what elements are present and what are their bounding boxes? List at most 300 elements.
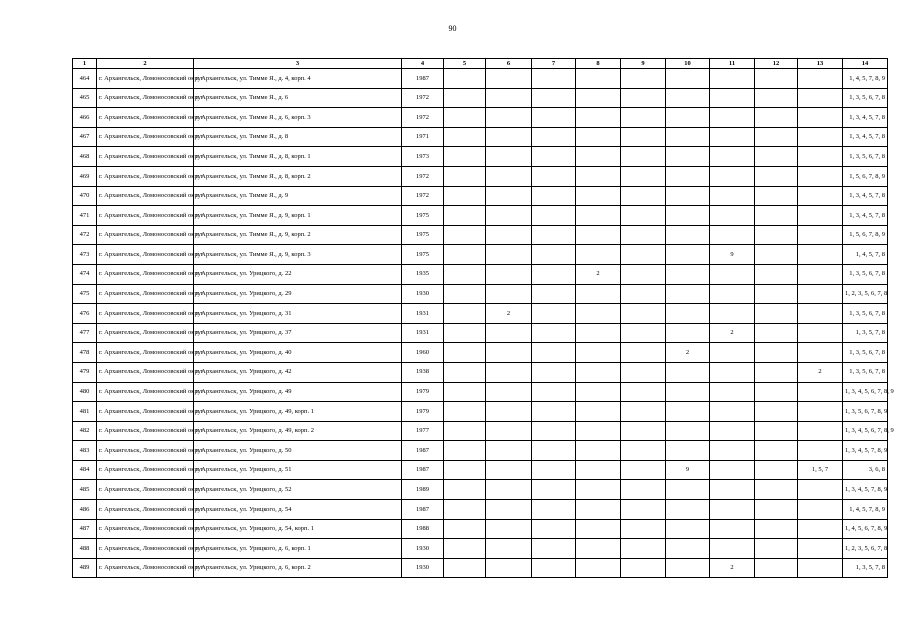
- column-12-cell: [755, 402, 798, 422]
- column-9-cell: [621, 284, 666, 304]
- column-10-cell: [666, 480, 710, 500]
- column-14-cell: 1, 3, 4, 5, 7, 8: [843, 108, 888, 128]
- row-number: 474: [73, 264, 97, 284]
- table-row: [73, 147, 888, 167]
- column-13-cell: [798, 323, 843, 343]
- column-6-cell: [486, 402, 532, 422]
- column-7-cell: [532, 343, 576, 363]
- district-cell: г. Архангельск, Ломоносовский округ: [97, 558, 194, 578]
- address-cell: г. Архангельск, ул. Тимме Я., д. 8, корп. 2: [194, 166, 402, 186]
- column-8-cell: [576, 225, 621, 245]
- column-header-3: 3: [194, 59, 402, 69]
- year-cell: 1931: [402, 323, 444, 343]
- district-cell: г. Архангельск, Ломоносовский округ: [97, 264, 194, 284]
- table-row: [73, 558, 888, 578]
- column-13-cell: [798, 147, 843, 167]
- district-cell: г. Архангельск, Ломоносовский округ: [97, 421, 194, 441]
- column-7-cell: [532, 460, 576, 480]
- column-13-cell: [798, 382, 843, 402]
- column-5-cell: [444, 421, 486, 441]
- column-13-cell: [798, 264, 843, 284]
- column-13-cell: [798, 225, 843, 245]
- row-number: 480: [73, 382, 97, 402]
- address-cell: г. Архангельск, ул. Тимме Я., д. 8, корп. 1: [194, 147, 402, 167]
- column-13-cell: [798, 519, 843, 539]
- column-5-cell: [444, 343, 486, 363]
- column-6-cell: [486, 127, 532, 147]
- column-5-cell: [444, 402, 486, 422]
- column-11-cell: [710, 88, 755, 108]
- column-14-cell: 1, 3, 5, 7, 8: [843, 323, 888, 343]
- column-8-cell: [576, 304, 621, 324]
- column-11-cell: 2: [710, 558, 755, 578]
- column-6-cell: [486, 186, 532, 206]
- column-8-cell: [576, 108, 621, 128]
- table-row: [73, 343, 888, 363]
- column-14-cell: 1, 3, 5, 6, 7, 8: [843, 362, 888, 382]
- column-6-cell: [486, 558, 532, 578]
- column-13-cell: [798, 558, 843, 578]
- year-cell: 1971: [402, 127, 444, 147]
- column-8-cell: [576, 539, 621, 559]
- year-cell: 1979: [402, 382, 444, 402]
- address-cell: г. Архангельск, ул. Урицкого, д. 51: [194, 460, 402, 480]
- table-row: [73, 304, 888, 324]
- column-7-cell: [532, 284, 576, 304]
- column-10-cell: 2: [666, 343, 710, 363]
- row-number: 468: [73, 147, 97, 167]
- column-12-cell: [755, 421, 798, 441]
- year-cell: 1972: [402, 108, 444, 128]
- year-cell: 1938: [402, 362, 444, 382]
- row-number: 466: [73, 108, 97, 128]
- column-8-cell: [576, 186, 621, 206]
- row-number: 473: [73, 245, 97, 265]
- district-cell: г. Архангельск, Ломоносовский округ: [97, 402, 194, 422]
- district-cell: г. Архангельск, Ломоносовский округ: [97, 225, 194, 245]
- column-7-cell: [532, 108, 576, 128]
- column-7-cell: [532, 147, 576, 167]
- row-number: 489: [73, 558, 97, 578]
- column-10-cell: [666, 402, 710, 422]
- row-number: 465: [73, 88, 97, 108]
- column-7-cell: [532, 362, 576, 382]
- column-10-cell: [666, 304, 710, 324]
- column-9-cell: [621, 421, 666, 441]
- column-11-cell: [710, 206, 755, 226]
- column-6-cell: [486, 519, 532, 539]
- column-9-cell: [621, 225, 666, 245]
- column-5-cell: [444, 186, 486, 206]
- column-10-cell: [666, 323, 710, 343]
- district-cell: г. Архангельск, Ломоносовский округ: [97, 127, 194, 147]
- address-cell: г. Архангельск, ул. Урицкого, д. 6, корп. 2: [194, 558, 402, 578]
- column-8-cell: [576, 166, 621, 186]
- column-5-cell: [444, 284, 486, 304]
- column-7-cell: [532, 166, 576, 186]
- column-9-cell: [621, 539, 666, 559]
- row-number: 475: [73, 284, 97, 304]
- column-12-cell: [755, 225, 798, 245]
- column-header-9: 9: [621, 59, 666, 69]
- column-13-cell: [798, 206, 843, 226]
- column-9-cell: [621, 362, 666, 382]
- address-cell: г. Архангельск, ул. Урицкого, д. 37: [194, 323, 402, 343]
- column-10-cell: [666, 69, 710, 89]
- district-cell: г. Архангельск, Ломоносовский округ: [97, 108, 194, 128]
- column-8-cell: [576, 69, 621, 89]
- column-5-cell: [444, 441, 486, 461]
- column-13-cell: [798, 186, 843, 206]
- column-14-cell: 1, 3, 5, 6, 7, 8, 9: [843, 402, 888, 422]
- row-number: 487: [73, 519, 97, 539]
- column-5-cell: [444, 69, 486, 89]
- column-5-cell: [444, 382, 486, 402]
- year-cell: 1975: [402, 206, 444, 226]
- district-cell: г. Архангельск, Ломоносовский округ: [97, 539, 194, 559]
- column-8-cell: [576, 460, 621, 480]
- column-11-cell: [710, 539, 755, 559]
- column-8-cell: [576, 480, 621, 500]
- column-header-14: 14: [843, 59, 888, 69]
- district-cell: г. Архангельск, Ломоносовский округ: [97, 382, 194, 402]
- column-9-cell: [621, 147, 666, 167]
- table-row: [73, 284, 888, 304]
- column-11-cell: [710, 127, 755, 147]
- column-6-cell: [486, 225, 532, 245]
- column-11-cell: [710, 186, 755, 206]
- column-8-cell: [576, 421, 621, 441]
- column-5-cell: [444, 88, 486, 108]
- column-header-8: 8: [576, 59, 621, 69]
- column-10-cell: [666, 500, 710, 520]
- column-8-cell: 2: [576, 264, 621, 284]
- column-14-cell: 1, 3, 4, 5, 7, 8: [843, 186, 888, 206]
- column-11-cell: [710, 225, 755, 245]
- column-7-cell: [532, 402, 576, 422]
- column-header-7: 7: [532, 59, 576, 69]
- column-14-cell: 1, 3, 5, 6, 7, 8: [843, 304, 888, 324]
- column-12-cell: [755, 186, 798, 206]
- column-6-cell: [486, 382, 532, 402]
- column-10-cell: [666, 421, 710, 441]
- table-row: [73, 402, 888, 422]
- district-cell: г. Архангельск, Ломоносовский округ: [97, 69, 194, 89]
- column-6-cell: [486, 343, 532, 363]
- column-10-cell: [666, 166, 710, 186]
- column-10-cell: [666, 108, 710, 128]
- column-13-cell: [798, 69, 843, 89]
- address-cell: г. Архангельск, ул. Тимме Я., д. 9, корп. 1: [194, 206, 402, 226]
- column-9-cell: [621, 343, 666, 363]
- column-12-cell: [755, 108, 798, 128]
- year-cell: 1987: [402, 460, 444, 480]
- district-cell: г. Архангельск, Ломоносовский округ: [97, 147, 194, 167]
- column-8-cell: [576, 519, 621, 539]
- column-9-cell: [621, 323, 666, 343]
- address-cell: г. Архангельск, ул. Тимме Я., д. 9, корп. 3: [194, 245, 402, 265]
- column-7-cell: [532, 264, 576, 284]
- column-9-cell: [621, 206, 666, 226]
- column-header-1: 1: [73, 59, 97, 69]
- column-7-cell: [532, 186, 576, 206]
- column-11-cell: [710, 108, 755, 128]
- column-12-cell: [755, 245, 798, 265]
- column-13-cell: [798, 166, 843, 186]
- column-8-cell: [576, 441, 621, 461]
- column-5-cell: [444, 480, 486, 500]
- year-cell: 1930: [402, 558, 444, 578]
- column-5-cell: [444, 166, 486, 186]
- column-6-cell: [486, 500, 532, 520]
- address-cell: г. Архангельск, ул. Урицкого, д. 29: [194, 284, 402, 304]
- column-5-cell: [444, 108, 486, 128]
- row-number: 467: [73, 127, 97, 147]
- column-12-cell: [755, 500, 798, 520]
- column-header-5: 5: [444, 59, 486, 69]
- address-cell: г. Архангельск, ул. Урицкого, д. 49, корп. 2: [194, 421, 402, 441]
- column-6-cell: [486, 147, 532, 167]
- column-header-6: 6: [486, 59, 532, 69]
- address-cell: г. Архангельск, ул. Тимме Я., д. 9, корп. 2: [194, 225, 402, 245]
- column-14-cell: 1, 3, 4, 5, 7, 8, 9: [843, 480, 888, 500]
- table-row: [73, 166, 888, 186]
- column-8-cell: [576, 323, 621, 343]
- column-11-cell: [710, 304, 755, 324]
- column-13-cell: [798, 441, 843, 461]
- column-10-cell: [666, 539, 710, 559]
- column-7-cell: [532, 225, 576, 245]
- column-11-cell: [710, 421, 755, 441]
- column-10-cell: [666, 127, 710, 147]
- column-8-cell: [576, 88, 621, 108]
- column-10-cell: [666, 382, 710, 402]
- table-row: [73, 88, 888, 108]
- year-cell: 1972: [402, 186, 444, 206]
- column-11-cell: [710, 519, 755, 539]
- column-11-cell: [710, 264, 755, 284]
- row-number: 488: [73, 539, 97, 559]
- column-7-cell: [532, 519, 576, 539]
- year-cell: 1987: [402, 500, 444, 520]
- column-6-cell: [486, 421, 532, 441]
- table-row: [73, 264, 888, 284]
- address-cell: г. Архангельск, ул. Тимме Я., д. 8: [194, 127, 402, 147]
- row-number: 478: [73, 343, 97, 363]
- column-10-cell: 9: [666, 460, 710, 480]
- district-cell: г. Архангельск, Ломоносовский округ: [97, 323, 194, 343]
- column-7-cell: [532, 69, 576, 89]
- column-10-cell: [666, 264, 710, 284]
- column-5-cell: [444, 539, 486, 559]
- year-cell: 1931: [402, 304, 444, 324]
- column-11-cell: [710, 343, 755, 363]
- column-9-cell: [621, 108, 666, 128]
- column-11-cell: [710, 69, 755, 89]
- column-11-cell: [710, 362, 755, 382]
- address-cell: г. Архангельск, ул. Тимме Я., д. 6, корп. 3: [194, 108, 402, 128]
- year-cell: 1960: [402, 343, 444, 363]
- header-row: [73, 59, 888, 69]
- column-5-cell: [444, 460, 486, 480]
- table-row: [73, 441, 888, 461]
- year-cell: 1975: [402, 245, 444, 265]
- row-number: 464: [73, 69, 97, 89]
- column-6-cell: [486, 108, 532, 128]
- column-11-cell: 2: [710, 323, 755, 343]
- district-cell: г. Архангельск, Ломоносовский округ: [97, 343, 194, 363]
- table-row: [73, 500, 888, 520]
- column-10-cell: [666, 519, 710, 539]
- address-cell: г. Архангельск, ул. Урицкого, д. 52: [194, 480, 402, 500]
- column-13-cell: [798, 108, 843, 128]
- column-14-cell: 3, 6, 8: [843, 460, 888, 480]
- column-9-cell: [621, 402, 666, 422]
- row-number: 471: [73, 206, 97, 226]
- column-10-cell: [666, 245, 710, 265]
- address-cell: г. Архангельск, ул. Урицкого, д. 42: [194, 362, 402, 382]
- column-12-cell: [755, 284, 798, 304]
- year-cell: 1975: [402, 225, 444, 245]
- column-11-cell: [710, 382, 755, 402]
- column-8-cell: [576, 382, 621, 402]
- year-cell: 1930: [402, 539, 444, 559]
- column-header-13: 13: [798, 59, 843, 69]
- year-cell: 1989: [402, 480, 444, 500]
- column-12-cell: [755, 206, 798, 226]
- district-cell: г. Архангельск, Ломоносовский округ: [97, 88, 194, 108]
- column-10-cell: [666, 558, 710, 578]
- row-number: 486: [73, 500, 97, 520]
- column-12-cell: [755, 127, 798, 147]
- table-row: [73, 206, 888, 226]
- column-13-cell: [798, 480, 843, 500]
- district-cell: г. Архангельск, Ломоносовский округ: [97, 362, 194, 382]
- year-cell: 1935: [402, 264, 444, 284]
- row-number: 477: [73, 323, 97, 343]
- column-5-cell: [444, 245, 486, 265]
- column-13-cell: [798, 245, 843, 265]
- year-cell: 1977: [402, 421, 444, 441]
- column-5-cell: [444, 264, 486, 284]
- column-5-cell: [444, 519, 486, 539]
- table-row: [73, 127, 888, 147]
- column-10-cell: [666, 147, 710, 167]
- column-10-cell: [666, 362, 710, 382]
- column-12-cell: [755, 362, 798, 382]
- column-10-cell: [666, 441, 710, 461]
- column-6-cell: [486, 88, 532, 108]
- column-6-cell: [486, 323, 532, 343]
- column-14-cell: 1, 3, 4, 5, 7, 8: [843, 127, 888, 147]
- register-table: [72, 58, 894, 578]
- column-7-cell: [532, 382, 576, 402]
- column-7-cell: [532, 127, 576, 147]
- column-11-cell: [710, 147, 755, 167]
- table-row: [73, 69, 888, 89]
- column-5-cell: [444, 304, 486, 324]
- table-body: [73, 69, 894, 578]
- column-6-cell: [486, 362, 532, 382]
- address-cell: г. Архангельск, ул. Урицкого, д. 6, корп. 1: [194, 539, 402, 559]
- column-13-cell: [798, 539, 843, 559]
- address-cell: г. Архангельск, ул. Урицкого, д. 49: [194, 382, 402, 402]
- address-cell: г. Архангельск, ул. Урицкого, д. 40: [194, 343, 402, 363]
- column-12-cell: [755, 69, 798, 89]
- table-row: [73, 108, 888, 128]
- year-cell: 1973: [402, 147, 444, 167]
- row-number: 481: [73, 402, 97, 422]
- row-number: 483: [73, 441, 97, 461]
- column-14-cell: 1, 5, 6, 7, 8, 9: [843, 225, 888, 245]
- column-7-cell: [532, 558, 576, 578]
- column-10-cell: [666, 186, 710, 206]
- district-cell: г. Архангельск, Ломоносовский округ: [97, 166, 194, 186]
- column-10-cell: [666, 225, 710, 245]
- table-row: [73, 323, 888, 343]
- district-cell: г. Архангельск, Ломоносовский округ: [97, 206, 194, 226]
- column-10-cell: [666, 284, 710, 304]
- column-14-cell: 1, 2, 3, 5, 6, 7, 8: [843, 284, 888, 304]
- column-11-cell: [710, 480, 755, 500]
- column-9-cell: [621, 441, 666, 461]
- address-cell: г. Архангельск, ул. Тимме Я., д. 4, корп. 4: [194, 69, 402, 89]
- column-11-cell: [710, 500, 755, 520]
- column-14-cell: 1, 3, 5, 6, 7, 8: [843, 264, 888, 284]
- address-cell: г. Архангельск, ул. Урицкого, д. 22: [194, 264, 402, 284]
- column-6-cell: [486, 460, 532, 480]
- column-9-cell: [621, 304, 666, 324]
- column-8-cell: [576, 558, 621, 578]
- column-12-cell: [755, 88, 798, 108]
- column-9-cell: [621, 480, 666, 500]
- district-cell: г. Архангельск, Ломоносовский округ: [97, 441, 194, 461]
- row-number: 482: [73, 421, 97, 441]
- table-row: [73, 362, 888, 382]
- column-5-cell: [444, 127, 486, 147]
- column-12-cell: [755, 441, 798, 461]
- column-12-cell: [755, 323, 798, 343]
- column-10-cell: [666, 88, 710, 108]
- table-header: [73, 59, 888, 69]
- column-6-cell: [486, 539, 532, 559]
- address-cell: г. Архангельск, ул. Урицкого, д. 31: [194, 304, 402, 324]
- column-9-cell: [621, 88, 666, 108]
- column-13-cell: [798, 421, 843, 441]
- column-8-cell: [576, 284, 621, 304]
- column-14-cell: 1, 3, 4, 5, 7, 8: [843, 206, 888, 226]
- row-number: 472: [73, 225, 97, 245]
- column-14-cell: 1, 4, 5, 7, 8, 9: [843, 69, 888, 89]
- column-9-cell: [621, 166, 666, 186]
- table-row: [73, 460, 888, 480]
- column-12-cell: [755, 147, 798, 167]
- address-cell: г. Архангельск, ул. Тимме Я., д. 6: [194, 88, 402, 108]
- row-number: 470: [73, 186, 97, 206]
- column-9-cell: [621, 382, 666, 402]
- address-cell: г. Архангельск, ул. Урицкого, д. 50: [194, 441, 402, 461]
- row-number: 469: [73, 166, 97, 186]
- district-cell: г. Архангельск, Ломоносовский округ: [97, 245, 194, 265]
- column-11-cell: [710, 441, 755, 461]
- column-9-cell: [621, 519, 666, 539]
- column-14-cell: 1, 5, 6, 7, 8, 9: [843, 166, 888, 186]
- column-5-cell: [444, 225, 486, 245]
- column-14-cell: 1, 4, 5, 7, 8: [843, 245, 888, 265]
- column-14-cell: 1, 3, 5, 6, 7, 8: [843, 88, 888, 108]
- column-14-cell: 1, 4, 5, 6, 7, 8, 9: [843, 519, 888, 539]
- column-5-cell: [444, 500, 486, 520]
